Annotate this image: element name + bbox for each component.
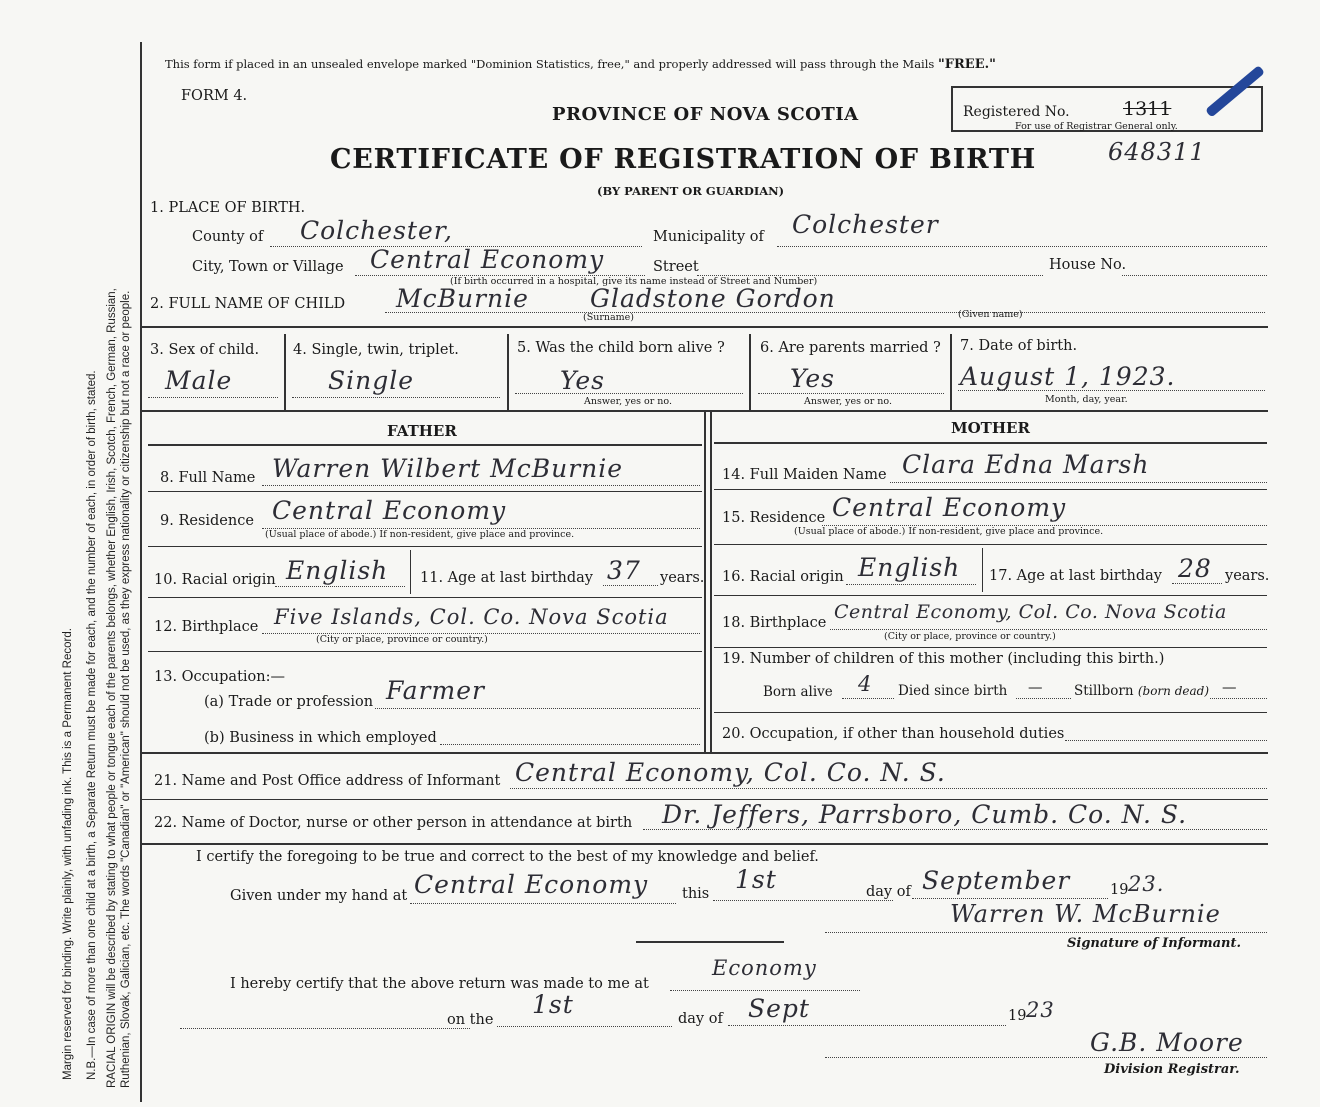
mother-name-value: Clara Edna Marsh [902,450,1150,479]
father-birthplace-note: (City or place, province or country.) [316,634,488,645]
doctor-label: 22. Name of Doctor, nurse or other person in attendance at birth [154,815,633,831]
registrar-year: 23 [1026,998,1055,1022]
place-of-birth-label: 1. PLACE OF BIRTH. [150,200,306,216]
born-alive-note: Answer, yes or no. [584,396,673,407]
father-age-label: 11. Age at last birthday [420,570,593,586]
on-the-label: on the [447,1012,494,1028]
mother-occupation-label: 20. Occupation, if other than household duties [722,726,1065,742]
province-heading: PROVINCE OF NOVA SCOTIA [552,104,859,125]
stillborn-value: — [1222,680,1237,696]
father-birthplace-value: Five Islands, Col. Co. Nova Scotia [274,605,669,629]
father-residence-note: (Usual place of abode.) If non-resident, give place and province. [265,529,575,540]
registrar-statement: I hereby certify that the above return was made to me at [230,976,649,992]
child-given-name: Gladstone Gordon [590,284,836,313]
father-age-value: 37 [607,556,641,585]
parents-married-note: Answer, yes or no. [804,396,893,407]
municipality-label: Municipality of [653,229,764,245]
mother-residence-note: (Usual place of abode.) If non-resident, give place and province. [794,526,1104,537]
this-label: this [682,886,710,902]
died-since-birth-value: — [1028,680,1043,696]
sex-label: 3. Sex of child. [150,342,260,358]
given-month: September [922,866,1071,895]
mother-racial-value: English [858,553,961,582]
mail-notice: This form if placed in an unsealed envelope marked "Dominion Statistics, free," and properly addressed will pass through the Mails "FREE." [165,57,996,72]
registrar-year-prefix: 19 [1008,1008,1027,1024]
form-number: FORM 4. [181,88,248,104]
registrar-signature: G.B. Moore [1090,1028,1244,1057]
plurality-label: 4. Single, twin, triplet. [293,342,459,358]
registrar-place: Economy [712,956,817,980]
certify-statement: I certify the foregoing to be true and correct to the best of my knowledge and belief. [196,849,819,865]
registered-value: 1311 [1123,98,1172,120]
mother-age-value: 28 [1178,554,1212,583]
registrar-month: Sept [748,994,810,1023]
registrar-signature-label: Division Registrar. [1104,1062,1240,1077]
mother-racial-label: 16. Racial origin [722,569,844,585]
side-note-racial-1: RACIAL ORIGIN will be described by stating to what people or tongue each of the parents belongs, whether English, Irish, Scotch, French, German, Russian, [106,288,118,1088]
birth-date-label: 7. Date of birth. [960,338,1078,354]
father-racial-label: 10. Racial origin [154,572,276,588]
sex-value: Male [165,366,233,395]
father-birthplace-label: 12. Birthplace [154,619,259,635]
birth-date-note: Month, day, year. [1045,394,1128,405]
given-day: 1st [735,865,777,894]
street-label: Street [653,259,699,275]
certificate-subtitle: (BY PARENT OR GUARDIAN) [597,184,785,198]
given-year-prefix: 19 [1110,882,1129,898]
mother-residence-value: Central Economy [832,493,1067,522]
city-label: City, Town or Village [192,259,344,275]
father-name-label: 8. Full Name [160,470,256,486]
born-alive-value: 4 [858,672,873,696]
mother-birthplace-note: (City or place, province or country.) [884,631,1056,642]
mother-name-label: 14. Full Maiden Name [722,467,887,483]
county-label: County of [192,229,264,245]
registrar-day: 1st [532,990,574,1019]
business-label: (b) Business in which employed [204,730,437,746]
born-alive-label: Born alive [763,684,833,700]
parents-married-label: 6. Are parents married ? [760,340,941,356]
birth-date-value: August 1, 1923. [960,362,1176,391]
certificate-title: CERTIFICATE OF REGISTRATION OF BIRTH [330,144,1037,175]
occupation-label: 13. Occupation:— [154,669,285,685]
informant-value: Central Economy, Col. Co. N. S. [515,758,946,787]
died-since-birth-label: Died since birth [898,683,1008,699]
given-at-label: Given under my hand at [230,888,408,904]
doctor-value: Dr. Jeffers, Parrsboro, Cumb. Co. N. S. [662,800,1188,829]
father-residence-label: 9. Residence [160,513,254,529]
mother-age-label: 17. Age at last birthday [989,568,1162,584]
surname-note: (Surname) [583,312,634,323]
hospital-note: (If birth occurred in a hospital, give its name instead of Street and Number) [450,276,818,287]
side-note-nb: N.B.—In case of more than one child at a birth, a Separate Return must be made for each, and the number of each, in order of birth, stated. [86,370,98,1080]
parents-married-answer: Yes [790,364,835,393]
father-heading: FATHER [387,422,457,440]
father-name-value: Warren Wilbert McBurnie [272,454,624,483]
child-surname: McBurnie [396,284,529,313]
side-note-margin: Margin reserved for binding. Write plainly, with unfading ink. This is a Permanent Record. [62,628,74,1080]
informant-signature-label: Signature of Informant. [1067,936,1241,951]
stillborn-label: Stillborn (born dead) [1074,683,1210,699]
form-left-border [140,42,142,1102]
county-value: Colchester, [300,216,453,245]
day-of-label: day of [866,884,911,900]
father-residence-value: Central Economy [272,496,507,525]
father-age-unit: years. [660,570,705,586]
given-name-note: (Given name) [958,309,1023,320]
side-note-racial-2: Ruthenian, Slovak, Galician, etc. The words "Canadian" or "American" should not be used, as they express nationality or citizenship but not a race or people. [120,290,132,1088]
informant-signature: Warren W. McBurnie [950,900,1221,928]
registrar-note: For use of Registrar General only. [1015,121,1178,132]
house-label: House No. [1049,257,1127,273]
informant-label: 21. Name and Post Office address of Informant [154,773,501,789]
mother-heading: MOTHER [951,419,1030,437]
child-name-label: 2. FULL NAME OF CHILD [150,296,346,312]
born-alive-answer: Yes [560,366,605,395]
trade-label: (a) Trade or profession [204,694,374,710]
born-alive-question-label: 5. Was the child born alive ? [517,340,725,356]
children-count-label: 19. Number of children of this mother (including this birth.) [722,651,1165,667]
mother-residence-label: 15. Residence [722,510,826,526]
mother-birthplace-value: Central Economy, Col. Co. Nova Scotia [834,601,1227,623]
mother-age-unit: years. [1225,568,1270,584]
city-value: Central Economy [370,245,605,274]
municipality-value: Colchester [792,210,939,239]
trade-value: Farmer [386,676,485,705]
mother-birthplace-label: 18. Birthplace [722,615,827,631]
father-racial-value: English [286,556,389,585]
given-at-place: Central Economy [414,870,649,899]
plurality-value: Single [328,366,415,395]
registrar-day-of-label: day of [678,1011,723,1027]
given-year: 23. [1128,872,1165,896]
registered-label: Registered No. [963,104,1070,120]
registration-number-handwritten: 648311 [1108,138,1206,166]
